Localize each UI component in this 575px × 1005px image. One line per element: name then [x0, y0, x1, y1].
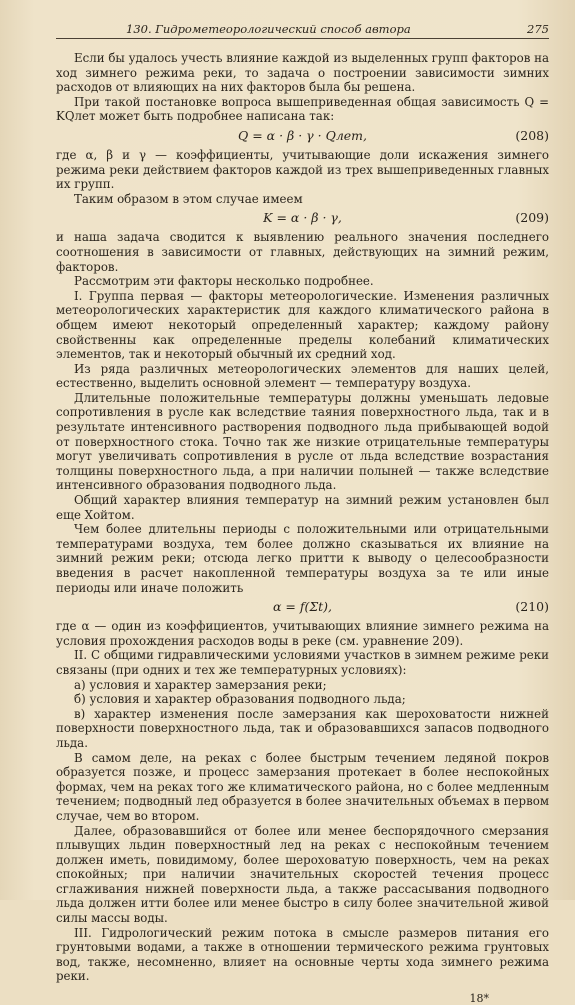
paragraph: Общий характер влияния температур на зимний режим установлен был еще Хойтом. — [56, 493, 549, 522]
equation-210 — [56, 597, 549, 617]
paragraph: Если бы удалось учесть влияние каждой из выделенных групп факторов на ход зимнего режима реки, то задача о построении зависимости зимних расходов от влияющих на них факторов была бы решена. — [56, 51, 550, 95]
list-item: а) условия и характер замерзания реки; — [74, 677, 327, 692]
paragraph: II. С общими гидравлическими условиями участков в зимнем режиме реки связаны (при одних и тех же температурных условиях): — [56, 648, 549, 677]
paragraph: Из ряда различных метеорологических элементов для наших целей, естественно, выделить основной элемент — температуру воздуха. — [56, 361, 549, 391]
equation-number: (208) — [515, 127, 549, 143]
paragraph: Далее, образовавшийся от более или менее беспорядочного смерзания плывущих льдин поверхностный лед на реках с неспокойным течением должен иметь, повидимому, более шероховатую поверхность, чем на реках спокойных; при наличии значительных скоростей течения процесс сглаживания нижней поверхности льда, а также рассасывания подводного льда должен итти более или менее быстро в силу более значительной живой силы массы воды. — [56, 823, 549, 926]
page-number: 275 — [527, 22, 549, 36]
paragraph: III. Гидрологический режим потока в смысле размеров питания его грунтовыми водами, а также в отношении термического режима грунтовых вод, также, несомненно, влияет на основные черты хода зимнего режима реки. — [56, 925, 549, 984]
list-item: б) условия и характер образования подводного льда; — [74, 692, 406, 707]
body-text — [56, 51, 549, 984]
equation-208 — [56, 126, 549, 146]
paragraph: В самом деле, на реках с более быстрым течением ледяной покров образуется позже, и процесс замерзания протекает в более неспокойных формах, чем на реках того же климатического района, но с более медленным течением; подводный лед образуется в более значительных объемах в первом случае, чем во втором. — [56, 750, 549, 823]
paragraph: где α, β и γ — коэффициенты, учитывающие доли искажения зимнего режима реки действием факторов каждой из трех вышеприведенных главных их групп. — [56, 147, 549, 192]
paragraph: I. Группа первая — факторы метеорологические. Изменения различных метеорологических характеристик для каждого климатического района в общем имеют некоторый определенный характер; каждому району свойственны как определенные пределы колебаний климатических элементов, так и некоторый обычный их средний ход. — [56, 288, 549, 362]
header-title: 130. Гидрометеорологический способ автора — [126, 22, 411, 36]
equation-number: (209) — [515, 210, 549, 226]
paragraph: При такой постановке вопроса вышеприведенная общая зависимость Q = KQлет может быть подробнее написана так: — [56, 94, 549, 124]
equation-number: (210) — [515, 598, 549, 614]
equation-formula: α = f(Σt), — [272, 598, 333, 614]
paragraph: Чем более длительны периоды с положительными или отрицательными температурами воздуха, тем более должно сказываться их влияние на зимний режим реки; отсюда легко притти к выводу о целесообразности введения в расчет накопленной температуры воздуха за те или иные периоды или иначе положить — [56, 522, 549, 595]
equation-formula: K = α · β · γ, — [263, 210, 342, 226]
factor-list — [56, 678, 549, 751]
running-header — [56, 22, 549, 39]
equation-209 — [56, 208, 549, 228]
paragraph: Рассмотрим эти факторы несколько подробнее. — [74, 274, 374, 289]
paragraph: Таким образом в этом случае имеем — [74, 191, 303, 206]
paragraph: где α — один из коэффициентов, учитывающих влияние зимнего режима на условия прохождения расходов воды в реке (см. уравнение 209). — [56, 619, 549, 648]
list-item: в) характер изменения после замерзания как шероховатости нижней поверхности поверхностного льда, так и образовавшихся запасов подводного льда. — [56, 706, 549, 750]
paragraph: и наша задача сводится к выявлению реального значения последнего соотношения в зависимости от главных, действующих на зимний режим, факторов. — [56, 230, 549, 274]
paragraph: Длительные положительные температуры должны уменьшать ледовые сопротивления в русле как вследствие таяния поверхностного льда, так и в результате интенсивного растворения подводного льда прибывающей водой от поверхностного стока. Точно так же низкие отрицательные температуры могут увеличивать сопротивления в русле от льда вследствие возрастания толщины поверхностного льда, а при наличии полыней — также вследствие интенсивного образования подводного льда. — [56, 390, 549, 493]
equation-formula: Q = α · β · γ · Qлет, — [238, 127, 367, 143]
signature-mark: 18* — [469, 992, 489, 1005]
